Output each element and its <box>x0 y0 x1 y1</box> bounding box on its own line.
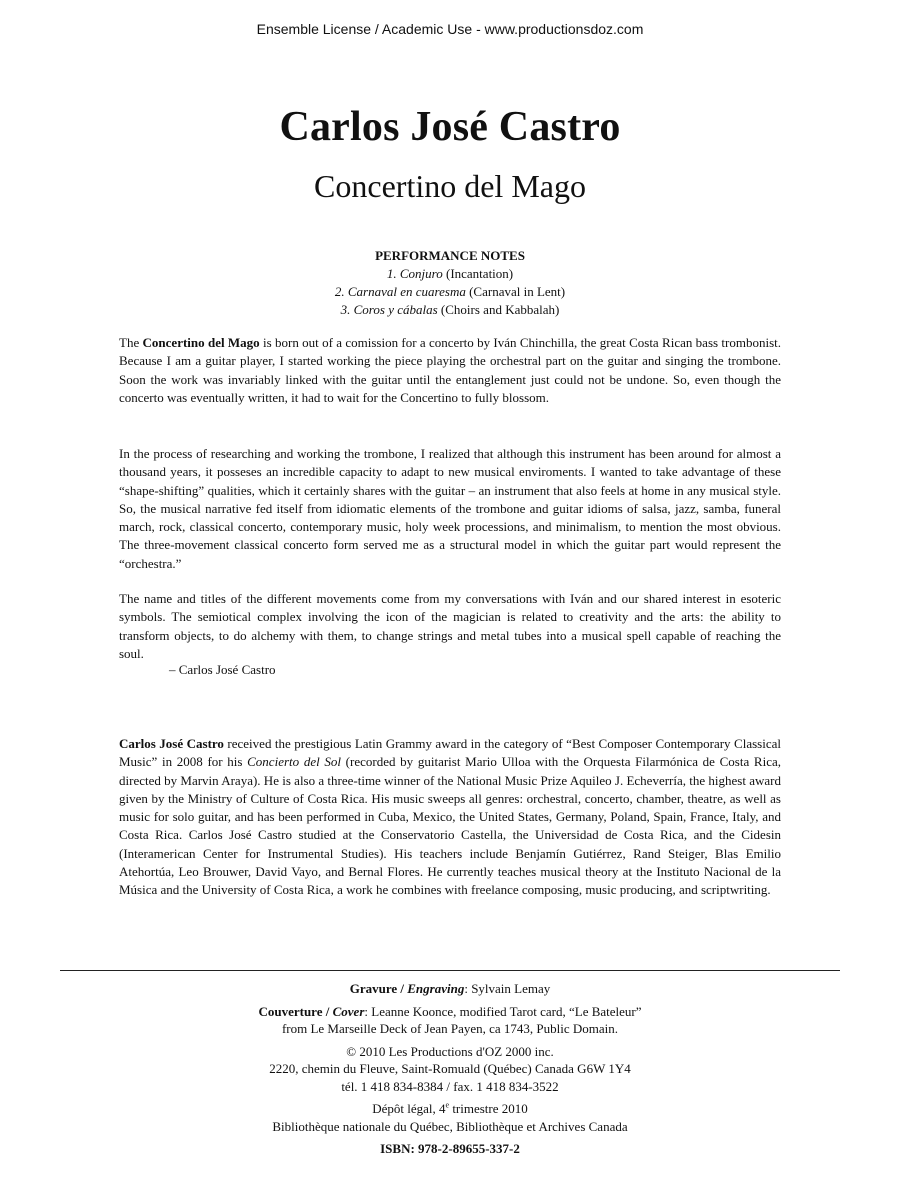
engraving-line <box>0 980 900 998</box>
bio-part2: (recorded by guitarist Mario Ulloa with the Orquesta Filarmónica de Costa Rica, directed by Marvin Araya). He is also a three-time winner of the National Music Prize Aquileo J. Echeverría, the highest award given by the Ministry of Culture of Costa Rica. His music sweeps all genres: orchestral, concerto, chamber, theatre, as well as music for solo guitar, and has been performed in Cuba, Mexico, the United States, Germany, Poland, Spain, France, Italy, and Costa Rica. Carlos José Castro studied at the Conservatorio Castella, the Universidad de Costa Rica, and the Cidesin (Interamerican Center for Instrumental Studies). His teachers include Benjamín Gutiérrez, Rand Steiger, Blas Emilio Atehortúa, Leo Brouwer, David Vayo, and Bernal Flores. He currently teaches musical theory at the Instituto Nacional de la Música and the University of Costa Rica, a work he combines with freelance composing, music producing, and scriptwriting. <box>119 754 781 898</box>
cover-line <box>0 1003 900 1021</box>
copyright: © 2010 Les Productions d'OZ 2000 inc. <box>346 1043 554 1059</box>
performance-notes <box>0 247 900 319</box>
movement-2-name: Carnaval en cuaresma <box>347 284 466 299</box>
p3-text: The name and titles of the different movements come from my conversations with Iván and our shared interest in esoteric symbols. The semiotical complex involving the icon of the magician is related to creativity and the arts: the ability to transform objects, to do alchemy with them, to change strings and metal tubes into a musical spell capable of reaching the soul. <box>119 591 781 661</box>
movement-3-translation: (Choirs and Kabbalah) <box>440 302 560 317</box>
cover-text: : Leanne Koonce, modified Tarot card, “Le Bateleur” <box>364 1003 642 1019</box>
composer-name: Carlos José Castro <box>279 104 621 150</box>
cover-line-2: from Le Marseille Deck of Jean Payen, ca 1743, Public Domain. <box>281 1021 619 1036</box>
movement-1 <box>0 265 900 283</box>
bio-name: Carlos José Castro <box>119 736 224 751</box>
cover-label-fr: Couverture / <box>258 1003 333 1019</box>
p1-work-name: Concertino del Mago <box>142 335 260 350</box>
credits <box>0 980 900 1158</box>
address: 2220, chemin du Fleuve, Saint-Romuald (Québec) Canada G6W 1Y4 <box>269 1061 631 1076</box>
movement-3-name: Coros y cábalas <box>353 302 438 317</box>
engraving-name: : Sylvain Lemay <box>464 981 551 996</box>
movement-1-name: Conjuro <box>399 266 443 281</box>
notes-paragraph-3 <box>119 590 781 663</box>
depot-sup: e <box>445 1100 450 1110</box>
engraving-label-en: Engraving <box>407 981 465 996</box>
bio-part1: received the prestigious Latin Grammy award in the category of “Best Composer Contemporary Classical Music” in 2008 for his <box>119 736 781 770</box>
depot-pre: Dépôt légal, 4 <box>372 1101 446 1116</box>
license-header: Ensemble License / Academic Use - www.productionsdoz.com <box>256 21 644 37</box>
depot-post: trimestre 2010 <box>449 1101 528 1116</box>
engraving-label-fr: Gravure / <box>349 981 408 996</box>
notes-paragraph-1 <box>119 334 781 407</box>
movement-2 <box>0 283 900 301</box>
movement-2-number: 2. <box>334 284 345 299</box>
movement-3 <box>0 301 900 319</box>
performance-notes-heading: PERFORMANCE NOTES <box>375 248 525 263</box>
movement-1-number: 1. <box>386 266 397 281</box>
libraries: Bibliothèque nationale du Québec, Bibliothèque et Archives Canada <box>272 1118 628 1134</box>
cover-label-en: Cover <box>332 1003 365 1019</box>
movement-1-translation: (Incantation) <box>445 266 514 281</box>
composer-bio <box>119 735 781 900</box>
work-title: Concertino del Mago <box>314 168 586 204</box>
p1-lead: The <box>119 335 143 350</box>
phone-fax: tél. 1 418 834-8384 / fax. 1 418 834-3522 <box>341 1078 559 1094</box>
notes-paragraph-2 <box>119 445 781 573</box>
isbn-text: ISBN: 978-2-89655-337-2 <box>380 1141 520 1156</box>
signature: – Carlos José Castro <box>169 662 276 677</box>
movement-3-number: 3. <box>340 302 351 317</box>
movement-2-translation: (Carnaval in Lent) <box>469 284 566 299</box>
isbn <box>0 1140 900 1158</box>
p2-text: In the process of researching and working the trombone, I realized that although this instrument has been around for almost a thousand years, it posseses an incredible capacity to adapt to new musical enviroments. I wanted to take advantage of these “shape-shifting” qualities, which it certainly shares with the guitar – an instrument that also feels at home in any musical style. So, the musical narrative fed itself from idiomatic elements of the trombone and guitar idioms of salsa, jazz, samba, funeral march, rock, classical concerto, contemporary music, holy week processions, and minimalism, to mention the most obvious. The three-movement classical concerto form served me as a structural model in which the guitar part would represent the “orchestra.” <box>119 446 781 571</box>
bio-work: Concierto del Sol <box>247 754 341 770</box>
p1-rest: is born out of a comission for a concerto by Iván Chinchilla, the great Costa Rican bass trombonist. Because I am a guitar player, I started working the piece playing the orchestral part on the guitar and singing the trombone. Soon the work was invariably linked with the guitar until the entanglement just could not be undone. So, even though the concerto was eventually written, it had to wait for the Concertino to fully blossom. <box>119 335 781 405</box>
legal-deposit <box>0 1100 900 1118</box>
credits-divider <box>60 970 840 971</box>
